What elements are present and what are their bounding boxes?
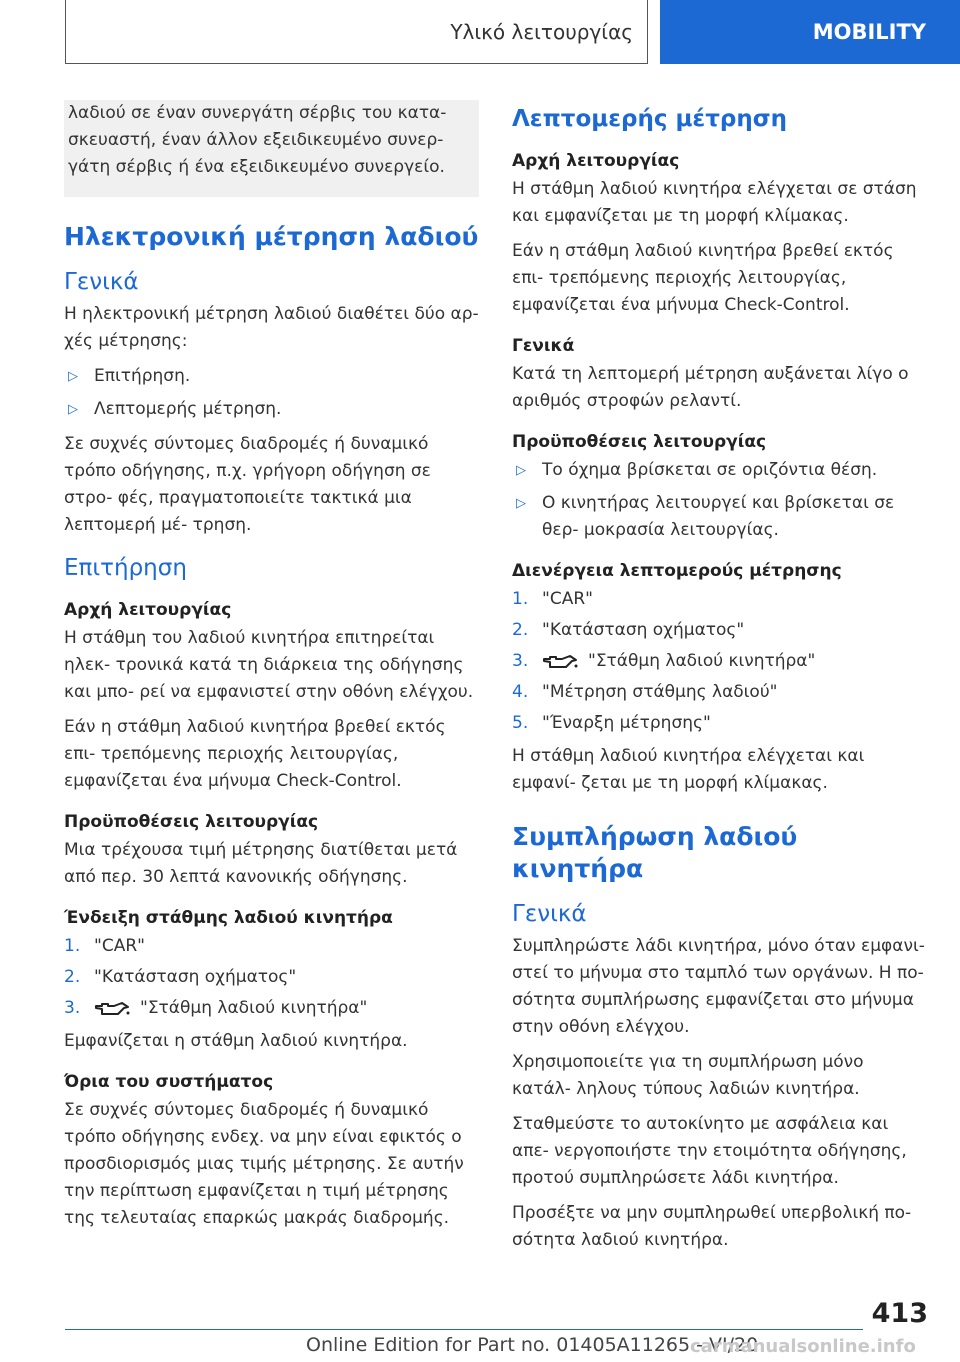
page-number: 413 — [871, 1298, 928, 1329]
list-item: 1. "CAR" — [512, 589, 593, 609]
limits-heading: Όρια του συστήματος — [64, 1072, 274, 1092]
watermark-logo: carmanualsonline.info — [690, 1336, 916, 1357]
general-paragraph-2: Σε συχνές σύντομες διαδρομές ή δυναμικό τρόπο οδήγησης, π.χ. γρήγορη οδήγηση σε στρο- φές, πραγματοποιείτε τακτικά μια λεπτομερή μέ- τρηση. — [64, 434, 431, 535]
footer-edition: Online Edition for Part no. 01405A11265 - VI/20 — [306, 1334, 759, 1356]
general-heading: Γενικά — [512, 336, 575, 356]
triangle-right-icon: ▷ — [516, 496, 526, 511]
triangle-right-icon: ▷ — [516, 463, 526, 478]
monitoring-heading: Επιτήρηση — [64, 555, 187, 581]
triangle-right-icon: ▷ — [68, 402, 78, 417]
list-item: 5. "Έναρξη μέτρησης" — [512, 713, 711, 733]
refill-oil-heading: Συμπλήρωση λαδιού κινητήρα — [512, 822, 798, 883]
limits-paragraph: Σε συχνές σύντομες διαδρομές ή δυναμικό τρόπο οδήγησης ενδεχ. να μην είναι εφικτός ο προσδιορισμός μιας τιμής μέτρησης. Σε αυτήν την περίπτωση εμφανίζεται η τιμή μέτρησης της τελευταίας επαρκώς μακράς διαδρομής. — [64, 1100, 464, 1228]
general-heading: Γενικά — [64, 269, 139, 295]
oil-can-icon — [94, 1000, 130, 1018]
list-item: ▷ Το όχημα βρίσκεται σε οριζόντια θέση. — [512, 457, 927, 484]
list-item: ▷ Επιτήρηση. — [64, 363, 479, 390]
principles-list — [64, 363, 479, 423]
display-steps — [64, 933, 479, 1022]
principle-paragraph: Η στάθμη του λαδιού κινητήρα επιτηρείται ηλεκ- τρονικά κατά τη διάρκεια της οδήγησης και μπο- ρεί να εμφανιστεί στην οθόνη ελέγχου. — [64, 628, 474, 702]
notice-box — [64, 100, 479, 197]
refill-general-heading: Γενικά — [512, 901, 587, 927]
detailed-measurement-heading: Λεπτομερής μέτρηση — [512, 106, 788, 132]
list-item: ▷ Λεπτομερής μέτρηση. — [64, 396, 479, 423]
general-paragraph: Κατά τη λεπτομερή μέτρηση αυξάνεται λίγο ο αριθμός στροφών ρελαντί. — [512, 364, 909, 411]
list-item: 3. "Στάθμη λαδιού κινητήρα" — [64, 998, 368, 1018]
prerequisites-list — [512, 457, 927, 544]
list-item: 3. "Στάθμη λαδιού κινητήρα" — [512, 651, 816, 671]
display-paragraph: Εμφανίζεται η στάθμη λαδιού κινητήρα. — [64, 1031, 408, 1051]
notice-text: λαδιού σε έναν συνεργάτη σέρβις του κατα- σκευαστή, έναν άλλον εξειδικευμένο συνερ- γάτη σέρβις ή ένα εξειδικευμένο συνεργείο. — [68, 103, 447, 177]
principle-paragraph: Η στάθμη λαδιού κινητήρα ελέγχεται σε στάση και εμφανίζεται με τη μορφή κλίμακας. — [512, 179, 917, 226]
header-brand-tab: MOBILITY — [660, 0, 960, 64]
list-item: 2. "Κατάσταση οχήματος" — [64, 967, 297, 987]
triangle-right-icon: ▷ — [68, 369, 78, 384]
principle-heading: Αρχή λειτουργίας — [64, 600, 232, 620]
list-item: 2. "Κατάσταση οχήματος" — [512, 620, 745, 640]
prerequisites-heading: Προϋποθέσεις λειτουργίας — [64, 812, 319, 832]
refill-paragraph-1: Συμπληρώστε λάδι κινητήρα, μόνο όταν εμφανι- στεί το μήνυμα στο ταμπλό των οργάνων. Η πο- σότητα συμπλήρωσης εμφανίζεται στο μήνυμα στην οθόνη ελέγχου. — [512, 936, 925, 1037]
left-column — [64, 100, 479, 1240]
electronic-oil-measurement-heading: Ηλεκτρονική μέτρηση λαδιού — [64, 222, 479, 251]
refill-paragraph-4: Προσέξτε να μην συμπληρωθεί υπερβολική πο- σότητα λαδιού κινητήρα. — [512, 1203, 912, 1250]
prerequisites-paragraph: Μια τρέχουσα τιμή μέτρησης διατίθεται μετά από περ. 30 λεπτά κανονικής οδήγησης. — [64, 840, 458, 887]
prerequisites-heading: Προϋποθέσεις λειτουργίας — [512, 432, 767, 452]
refill-paragraph-3: Σταθμεύστε το αυτοκίνητο με ασφάλεια και απε- νεργοποιήστε την ετοιμότητα οδήγησης, προτού συμπληρώσετε λάδι κινητήρα. — [512, 1114, 907, 1188]
general-paragraph: Η ηλεκτρονική μέτρηση λαδιού διαθέτει δύο αρ- χές μέτρησης: — [64, 304, 479, 351]
perform-heading: Διενέργεια λεπτομερούς μέτρησης — [512, 561, 842, 581]
header-section-tab: Υλικό λειτουργίας — [65, 0, 648, 64]
principle-heading: Αρχή λειτουργίας — [512, 151, 680, 171]
footer-divider — [65, 1329, 863, 1330]
right-column — [512, 100, 927, 1262]
perform-steps — [512, 586, 927, 737]
list-item: ▷ Ο κινητήρας λειτουργεί και βρίσκεται σε θερ- μοκρασία λειτουργίας. — [512, 490, 927, 544]
oil-can-icon — [542, 653, 578, 671]
display-heading: Ένδειξη στάθμης λαδιού κινητήρα — [64, 908, 393, 928]
perform-paragraph: Η στάθμη λαδιού κινητήρα ελέγχεται και εμφανί- ζεται με τη μορφή κλίμακας. — [512, 746, 865, 793]
list-item: 4. "Μέτρηση στάθμης λαδιού" — [512, 682, 778, 702]
refill-paragraph-2: Χρησιμοποιείτε για τη συμπλήρωση μόνο κατάλ- ληλους τύπους λαδιών κινητήρα. — [512, 1052, 864, 1099]
list-item: 1. "CAR" — [64, 936, 145, 956]
principle-paragraph-2: Εάν η στάθμη λαδιού κινητήρα βρεθεί εκτός επι- τρεπόμενης περιοχής λειτουργίας, εμφανίζεται ένα μήνυμα Check-Control. — [512, 241, 894, 315]
principle-paragraph-2: Εάν η στάθμη λαδιού κινητήρα βρεθεί εκτός επι- τρεπόμενης περιοχής λειτουργίας, εμφανίζεται ένα μήνυμα Check-Control. — [64, 717, 446, 791]
